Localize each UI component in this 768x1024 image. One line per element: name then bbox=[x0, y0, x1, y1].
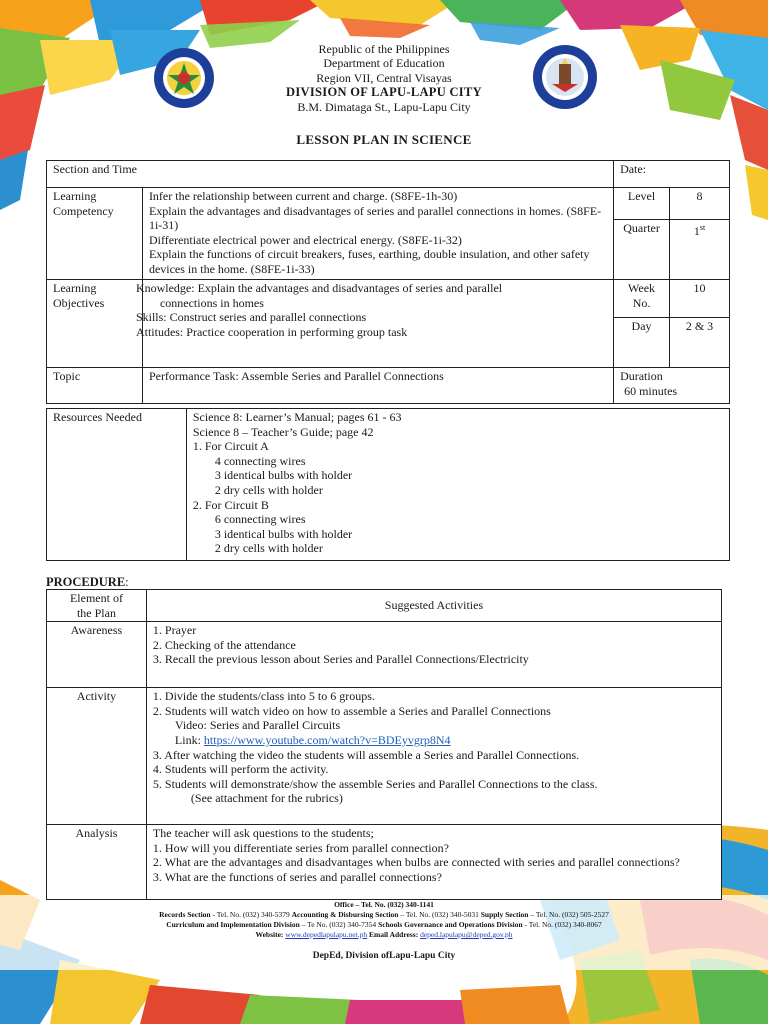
resources-list: Science 8: Learner’s Manual; pages 61 - 63 Science 8 – Teacher’s Guide; page 42 1. For Circuit A 4 connecting wires 3 identical bulbs with holder 2 dry cells with holder 2. For Circuit B 6 connecting wires 3 identical bulbs with holder 2 dry cells with holder bbox=[186, 409, 729, 561]
quarter-label: Quarter bbox=[614, 220, 670, 280]
footer-divisions: Curriculum and Implementation Division – Te No. (032) 340-7354 Schools Governance and Operations Division - Tel. No. (032) 340-8067 bbox=[166, 920, 602, 929]
element-header: Element of the Plan bbox=[47, 590, 147, 622]
objectives-label: Learning Objectives bbox=[47, 280, 143, 368]
header-address: B.M. Dimataga St., Lapu-Lapu City bbox=[297, 100, 471, 114]
division-seal-icon bbox=[153, 47, 215, 109]
topic-value: Performance Task: Assemble Series and Parallel Connections bbox=[142, 368, 613, 404]
resources-table bbox=[46, 408, 730, 561]
analysis-label: Analysis bbox=[47, 825, 147, 900]
resources-label: Resources Needed bbox=[47, 409, 187, 561]
header-region: Region VII, Central Visayas bbox=[316, 71, 452, 85]
duration-cell: Duration 60 minutes bbox=[614, 368, 730, 404]
level-label: Level bbox=[614, 188, 670, 220]
date-label: Date: bbox=[614, 161, 730, 188]
awareness-label: Awareness bbox=[47, 622, 147, 688]
awareness-list: 1. Prayer 2. Checking of the attendance 3. Recall the previous lesson about Series and Parallel Connections/Electricity bbox=[146, 622, 721, 688]
footer-sections: Records Section - Tel. No. (032) 340-5379 Accounting & Disbursing Section – Tel. No. (032) 340-5031 Supply Section – Tel. No. (032) 505-2527 bbox=[159, 910, 609, 919]
day-value: 2 & 3 bbox=[670, 318, 730, 368]
quarter-value: 1st bbox=[670, 220, 730, 280]
activity-label: Activity bbox=[47, 688, 147, 825]
week-label: Week No. bbox=[614, 280, 670, 318]
header-division: DIVISION OF LAPU-LAPU CITY bbox=[286, 85, 482, 99]
activity-list: 1. Divide the students/class into 5 to 6 groups. 2. Students will watch video on how to assemble a Series and Parallel Connections Video: Series and Parallel Circuits Link: https://www.youtube.com/watch?v=BDEyvgrp8N4 3. After watching the video the students will assemble a Series and Parallel Connections. 4. Students will perform the activity. 5. Students will demonstrate/show the assemble Series and Parallel Connections to the class. (See attachment for the rubrics) bbox=[146, 688, 721, 825]
activities-header: Suggested Activities bbox=[146, 590, 721, 622]
competency-list: Infer the relationship between current and charge. (S8FE-1h-30) Explain the advantages and disadvantages of series and parallel connections in homes. (S8FE-1i-31) Differentiate electrical power and electrical energy. (S8FE-1i-32) Explain the functions of circuit breakers, fuses, earthing, double insulation, and other safety devices in the home. (S8FE-1i-33) bbox=[142, 188, 613, 280]
footer-contacts: Website: www.depedlapulapu.net.ph Email Address: deped.lapulapu@deped.gov.ph bbox=[255, 930, 513, 939]
email-link[interactable]: deped.lapulapu@deped.gov.ph bbox=[420, 930, 513, 939]
header-republic: Republic of the Philippines bbox=[318, 42, 450, 56]
page-title: LESSON PLAN IN SCIENCE bbox=[296, 132, 472, 147]
procedure-heading: PROCEDURE: bbox=[46, 575, 129, 589]
plan-table bbox=[46, 160, 730, 404]
objectives-list: Knowledge: Explain the advantages and disadvantages of series and parallel connections in homes Skills: Construct series and parallel connections Attitudes: Practice cooperation in performing group task bbox=[142, 280, 613, 368]
header-department: Department of Education bbox=[323, 56, 445, 70]
video-link[interactable]: https://www.youtube.com/watch?v=BDEyvgrp8N4 bbox=[203, 732, 451, 747]
week-value: 10 bbox=[670, 280, 730, 318]
day-label: Day bbox=[614, 318, 670, 368]
website-link[interactable]: www.depedlapulapu.net.ph bbox=[285, 930, 368, 939]
level-value: 8 bbox=[670, 188, 730, 220]
topic-label: Topic bbox=[47, 368, 143, 404]
analysis-list: The teacher will ask questions to the students; 1. How will you differentiate series from parallel connection? 2. What are the advantages and disadvantages when bulbs are connected with series and parallel connections? 3. What are the functions of series and parallel connections? bbox=[146, 825, 721, 900]
procedure-table bbox=[46, 589, 722, 900]
section-time-label: Section and Time bbox=[47, 161, 614, 188]
footer-office: Office – Tel. No. (032) 340-1141 bbox=[334, 900, 434, 909]
video-link-line: Link: https://www.youtube.com/watch?v=BDEyvgrp8N4 bbox=[174, 732, 451, 747]
footer-deped: DepEd, Division ofLapu-Lapu City bbox=[312, 951, 456, 961]
competency-label: Learning Competency bbox=[47, 188, 143, 280]
deped-seal-icon bbox=[532, 44, 598, 110]
